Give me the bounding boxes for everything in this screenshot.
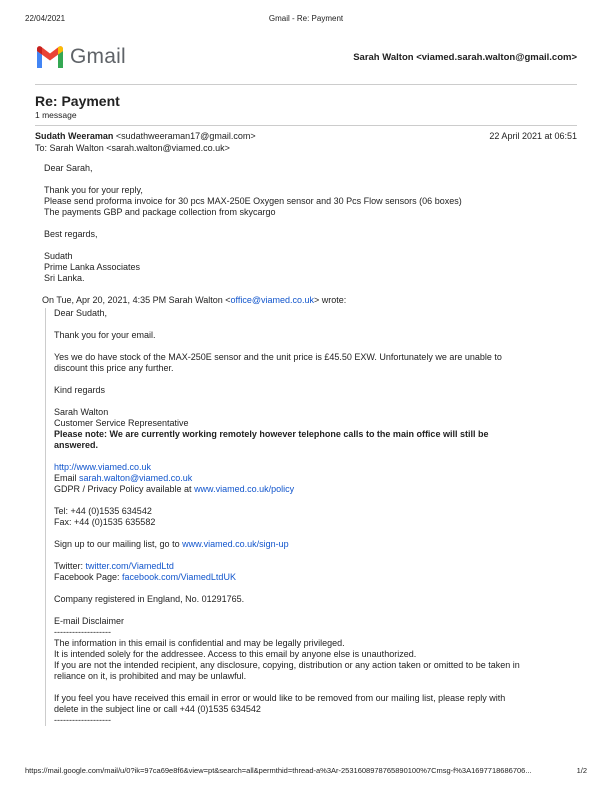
page-number: 1/2 <box>576 766 587 775</box>
sender-email: <sudathweeraman17@gmail.com> <box>115 131 256 141</box>
company-registration: Company registered in England, No. 01291765. <box>54 594 245 604</box>
closing: Best regards, <box>44 229 98 239</box>
website-link[interactable]: http://www.viamed.co.uk <box>54 462 152 472</box>
print-date: 22/04/2021 <box>25 14 66 23</box>
disclaimer: E-mail Disclaimer ------------------- The information in this email is confidential and may be legally privileged. It is intended solely for the addressee. Access to this email by anyone else is unauthorized. If you are not the intended recipient, any disclosure, copying, distribution or any action taken or omitted to be taken in reliance on it, is prohibited and may be unlawful. <box>54 616 566 682</box>
message-body <box>44 163 574 737</box>
remote-work-notice: Please note: We are currently working remotely however telephone calls to the main office will still be <box>54 429 489 439</box>
quoted-contact-links: http://www.viamed.co.uk Email sarah.walton@viamed.co.uk GDPR / Privacy Policy available at www.viamed.co.uk/policy <box>54 462 295 494</box>
policy-link[interactable]: www.viamed.co.uk/policy <box>194 484 295 494</box>
quoted-signature: Sarah Walton Customer Service Representative Please note: We are currently working remotely however telephone calls to the main office will still be answered. <box>54 407 566 451</box>
disclaimer-title: E-mail Disclaimer <box>54 616 125 626</box>
sender <box>35 131 256 141</box>
message-date: 22 April 2021 at 06:51 <box>489 131 577 141</box>
quoted-greeting: Dear Sudath, <box>54 308 108 318</box>
quoted-phone <box>54 506 566 528</box>
gmail-m-logo-icon <box>35 46 65 69</box>
thread-subject: Re: Payment <box>35 93 120 109</box>
account-email: Sarah Walton <viamed.sarah.walton@gmail.com> <box>353 52 577 63</box>
quoted-thanks: Thank you for your email. <box>54 330 156 340</box>
quoted-stock-paragraph: Yes we do have stock of the MAX-250E sensor and the unit price is £45.50 EXW. Unfortunately we are unable to discount this price any further. <box>54 352 502 373</box>
print-title: Gmail - Re: Payment <box>268 14 344 23</box>
message-count: 1 message <box>35 110 77 120</box>
recipient: To: Sarah Walton <sarah.walton@viamed.co.uk> <box>35 143 230 153</box>
subject-divider <box>35 125 577 126</box>
quoted-message <box>45 308 566 726</box>
print-url: https://mail.google.com/mail/u/0?ik=97ca69e8f6&view=pt&search=all&permthid=thread-a%3Ar-2531608978765890100%7Cmsg-f%3A1697718686706... <box>25 766 532 775</box>
greeting: Dear Sarah, <box>44 163 93 173</box>
telephone: Tel: +44 (0)1535 634542 <box>54 506 152 516</box>
quoted-social: Twitter: twitter.com/ViamedLtd Facebook Page: facebook.com/ViamedLtdUK <box>54 561 236 582</box>
signup-link[interactable]: www.viamed.co.uk/sign-up <box>182 539 289 549</box>
signature: Sudath Prime Lanka Associates Sri Lanka. <box>44 251 141 283</box>
quoted-kind-regards: Kind regards <box>54 385 106 395</box>
gmail-wordmark: Gmail <box>70 45 126 68</box>
quoted-signup: Sign up to our mailing list, go to www.viamed.co.uk/sign-up <box>54 539 289 549</box>
header-divider <box>35 84 577 85</box>
request-paragraph: Thank you for your reply, Please send proforma invoice for 30 pcs MAX-250E Oxygen sensor and 30 Pcs Flow sensors (06 boxes) The payments GBP and package collection from skycargo <box>44 185 462 217</box>
facebook-link[interactable]: facebook.com/ViamedLtdUK <box>122 572 236 582</box>
quote-header: On Tue, Apr 20, 2021, 4:35 PM Sarah Walton <office@viamed.co.uk> wrote: <box>42 295 347 305</box>
twitter-link[interactable]: twitter.com/ViamedLtd <box>85 561 174 571</box>
quote-sender-email-link[interactable]: office@viamed.co.uk <box>230 295 315 305</box>
gmail-logo[interactable] <box>35 45 126 69</box>
sender-name: Sudath Weeraman <box>35 131 114 141</box>
print-footer <box>25 766 587 778</box>
print-header <box>25 14 587 26</box>
fax: Fax: +44 (0)1535 635582 <box>54 517 156 527</box>
removal-notice: If you feel you have received this email in error or would like to be removed from our mailing list, please reply with delete in the subject line or call +44 (0)1535 634542 ------------------- <box>54 693 506 725</box>
email-link[interactable]: sarah.walton@viamed.co.uk <box>79 473 193 483</box>
